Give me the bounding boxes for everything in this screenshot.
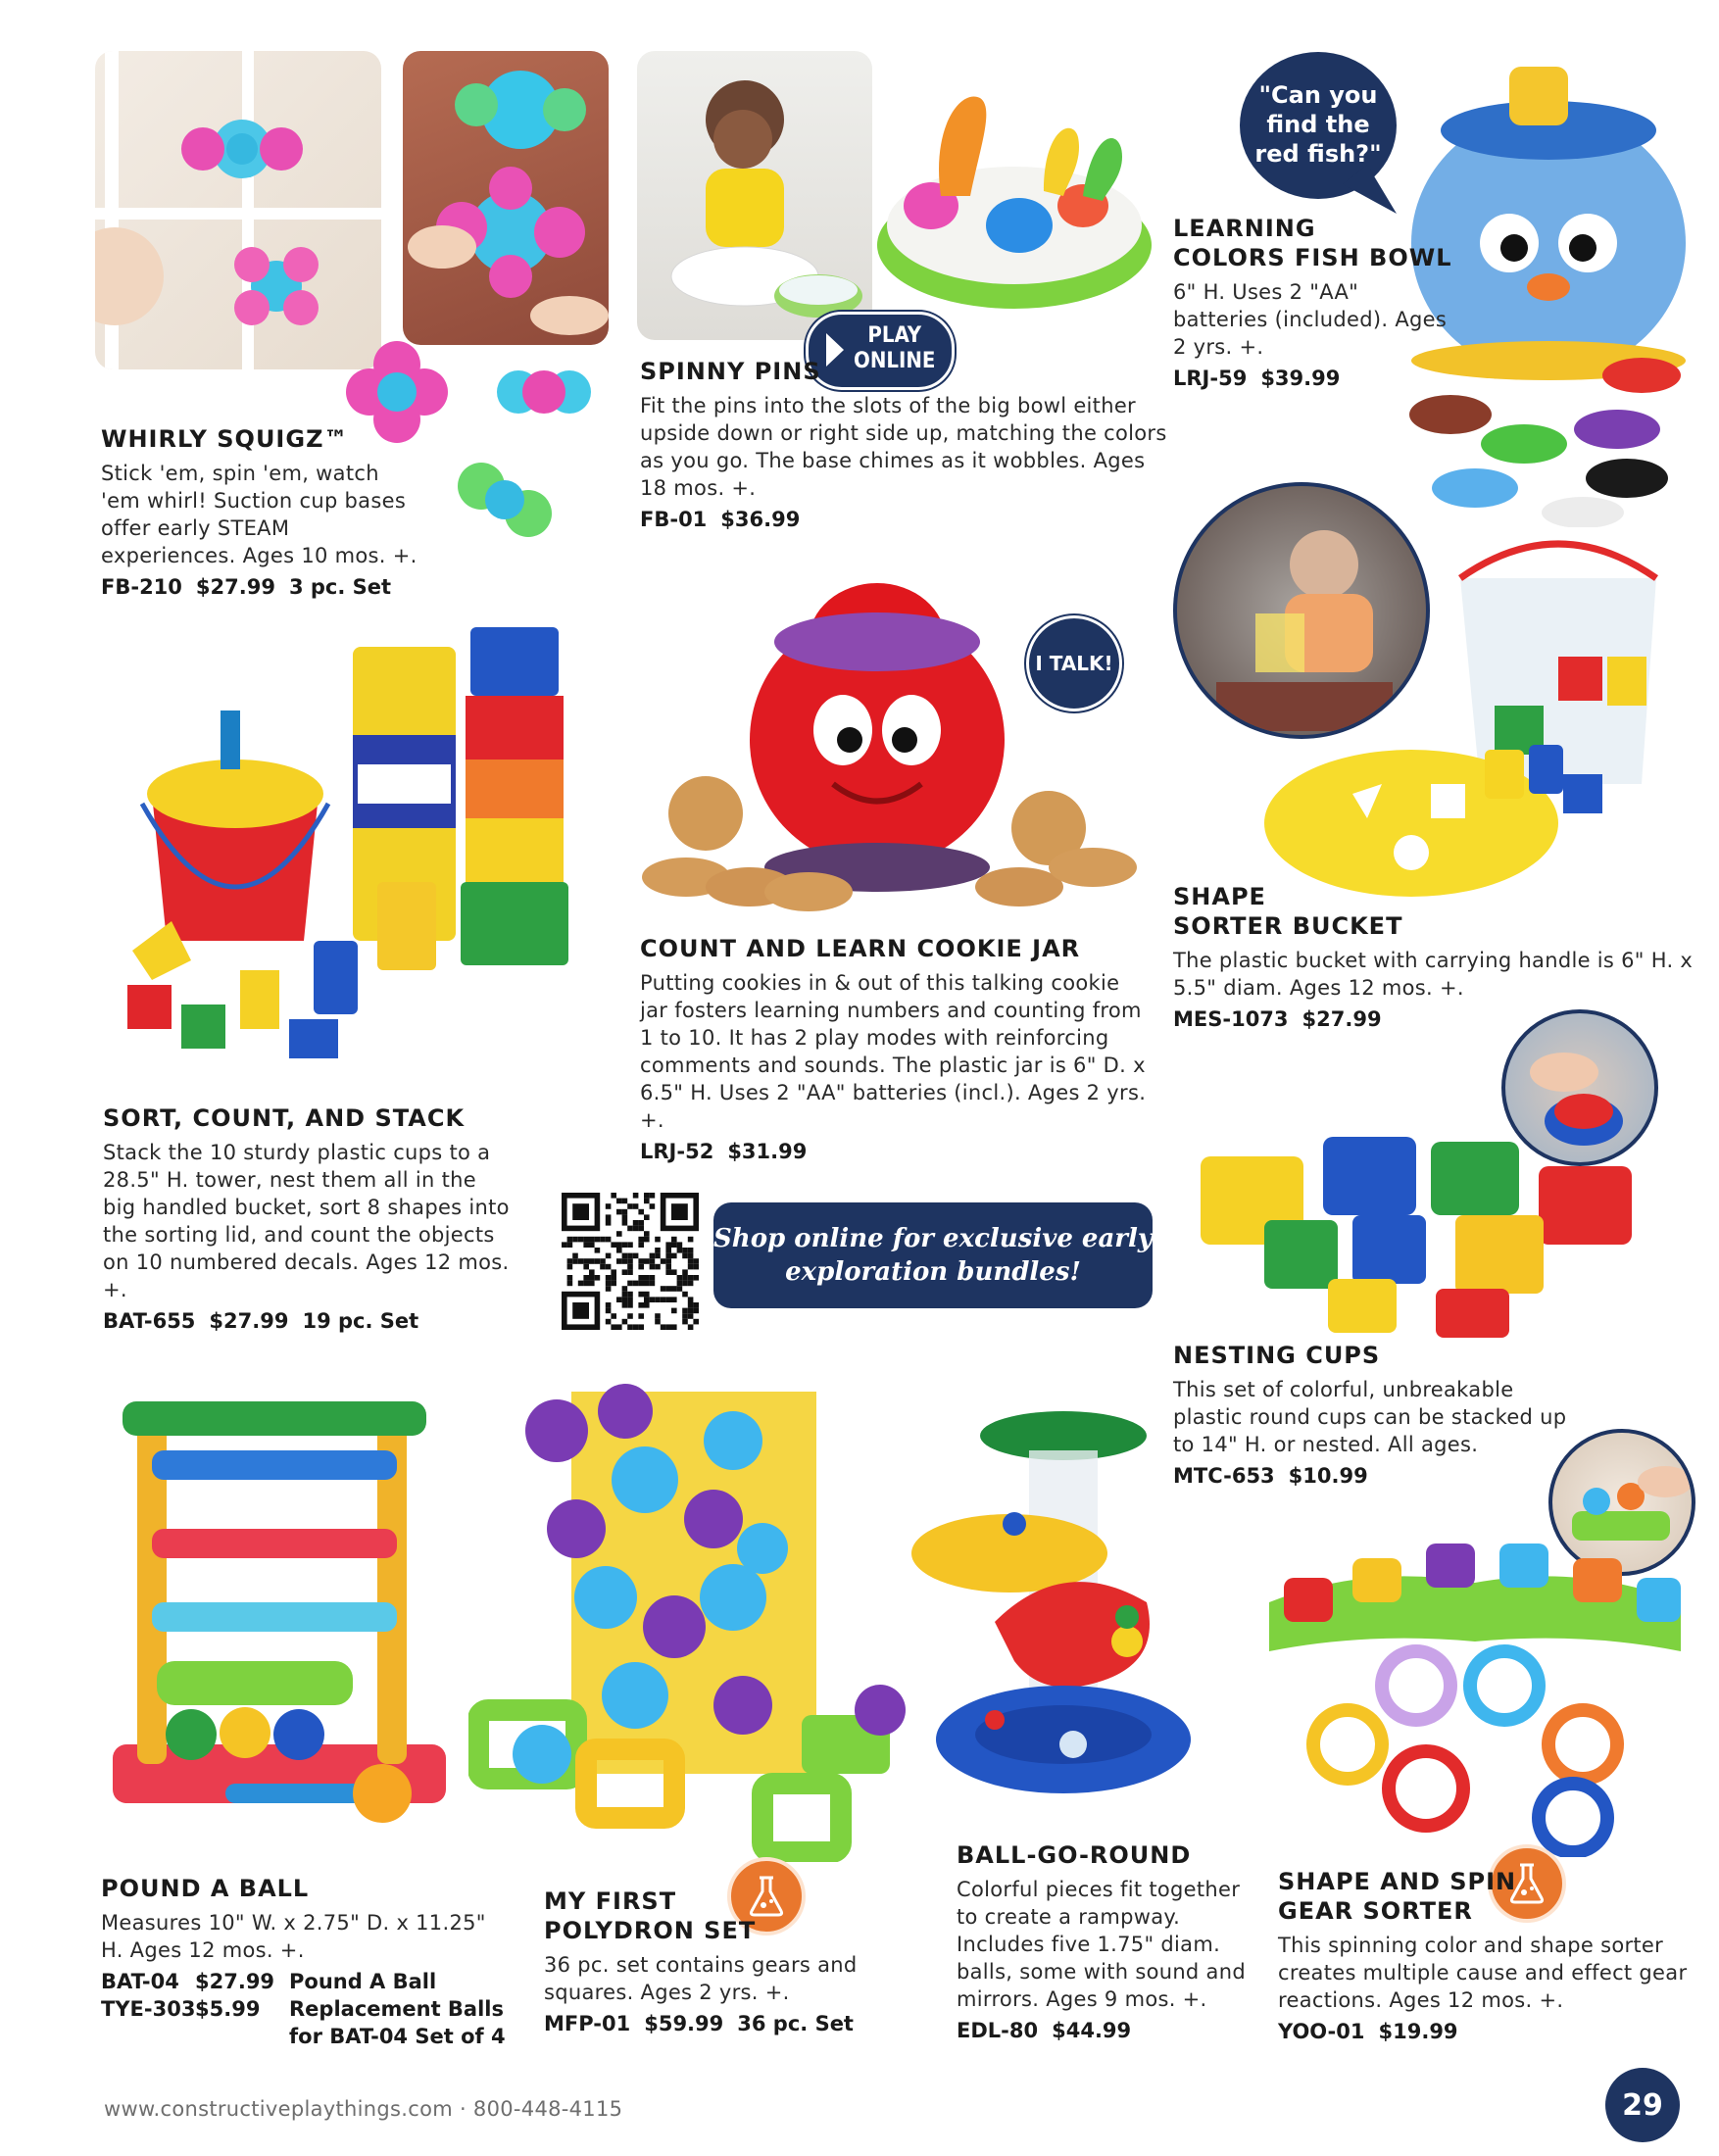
item-name: Pound A Ball: [289, 1970, 437, 1993]
sku-code: MTC-653: [1173, 1464, 1275, 1488]
product-pound-a-ball: [101, 1874, 513, 2050]
product-title-line2: POLYDRON SET: [544, 1917, 757, 1944]
product-title: BALL-GO-ROUND: [957, 1841, 1192, 1869]
product-shape-sorter-bucket: [1173, 882, 1702, 1033]
gear-sorter-image: [1259, 1524, 1691, 1857]
price: $10.99: [1288, 1464, 1368, 1488]
product-description: 36 pc. set contains gears and squares. Ages 2 yrs. +.: [544, 1953, 858, 2004]
product-title: COUNT AND LEARN COOKIE JAR: [640, 935, 1081, 962]
price: $39.99: [1260, 367, 1341, 390]
footer-website[interactable]: www.constructiveplaythings.com · 800-448-4115: [104, 2097, 623, 2121]
product-title-line2: COLORS FISH BOWL: [1173, 244, 1452, 271]
product-title: POUND A BALL: [101, 1875, 310, 1902]
price: $44.99: [1052, 2019, 1132, 2042]
product-description: Stack the 10 sturdy plastic cups to a 28.5" H. tower, nest them all in the big handled bucket, sort 8 shapes into the sorting lid, and count the objects on 10 numbered decals. Ages 12 mos. +.: [103, 1141, 510, 1301]
set-size: 19 pc. Set: [302, 1309, 419, 1333]
price: $27.99: [1302, 1007, 1382, 1031]
qr-code[interactable]: [562, 1193, 699, 1330]
talk-badge: [1026, 615, 1122, 711]
spinny-child-illustration: [637, 51, 872, 340]
promo-banner[interactable]: [713, 1202, 1153, 1308]
price: $27.99: [209, 1309, 289, 1333]
whirly-hands-illustration: [403, 51, 609, 345]
price: $31.99: [727, 1140, 808, 1163]
speech-bubble-text: "Can you find the red fish?": [1254, 81, 1382, 168]
product-title-line2: SORTER BUCKET: [1173, 912, 1403, 940]
sku-code: TYE-303: [101, 1997, 196, 2021]
product-sku-line: [103, 1307, 515, 1335]
product-title-line1: SHAPE AND SPIN: [1278, 1868, 1517, 1895]
spinny-pins-bowl: [872, 69, 1156, 323]
page-number: [1605, 2068, 1680, 2142]
whirly-photo-window: [95, 51, 381, 369]
sort-count-stack-image: [113, 617, 583, 1088]
product-cookie-jar: [640, 934, 1150, 1165]
play-online-line2: ONLINE: [854, 349, 936, 373]
product-title-line1: MY FIRST: [544, 1887, 677, 1915]
product-fish-bowl: [1173, 214, 1452, 392]
product-title: SPINNY PINS: [640, 358, 821, 385]
product-description: This spinning color and shape sorter creates multiple cause and effect gear reactions. Ages 12 mos. +.: [1278, 1934, 1688, 2012]
product-description: Fit the pins into the slots of the big bowl either upside down or right side up, matching the colors as you go. The base chimes as it wobbles. Ages 18 mos. +.: [640, 394, 1167, 500]
pound-a-ball-image: [98, 1392, 461, 1852]
cookie-jar-image: [632, 534, 1152, 926]
product-sku-line: [1278, 2018, 1709, 2045]
sku-code: FB-01: [640, 508, 708, 531]
product-title-line2: GEAR SORTER: [1278, 1897, 1473, 1925]
price: $27.99: [195, 1970, 275, 1993]
set-size: 36 pc. Set: [737, 2012, 854, 2035]
sku-code: BAT-04: [101, 1970, 179, 1993]
item-name-continued: for BAT-04 Set of 4: [289, 2025, 506, 2048]
product-description: Putting cookies in & out of this talking cookie jar fosters learning numbers and counting from 1 to 10. It has 2 play modes with reinforcing comments and sounds. The plastic jar is 6" D. x 6.5" H. Uses 2 "AA" batteries (incl.). Ages 2 yrs. +.: [640, 971, 1147, 1132]
whirly-window-illustration: [95, 51, 381, 369]
spinny-photo-child: [637, 51, 872, 340]
sku-code: FB-210: [101, 575, 182, 599]
product-title: WHIRLY SQUIGZ™: [101, 425, 349, 453]
price: $59.99: [644, 2012, 724, 2035]
nesting-cups-image: [1191, 1127, 1700, 1343]
product-polydron: [544, 1886, 877, 2037]
sku-code: MFP-01: [544, 2012, 631, 2035]
product-sort-count-stack: [103, 1103, 515, 1335]
sku-code: LRJ-59: [1173, 367, 1248, 390]
promo-line1: Shop online for exclusive early: [713, 1224, 1153, 1253]
product-title: SORT, COUNT, AND STACK: [103, 1104, 466, 1132]
product-title-line1: SHAPE: [1173, 883, 1266, 910]
talk-badge-text: I TALK!: [1035, 652, 1113, 675]
price: $36.99: [720, 508, 801, 531]
product-description: Measures 10" W. x 2.75" D. x 11.25" H. Ages 12 mos. +.: [101, 1911, 486, 1962]
product-sku-line: [1173, 365, 1448, 392]
shape-sorter-bucket-image: [1264, 539, 1695, 902]
product-description: 6" H. Uses 2 "AA" batteries (included). Ages 2 yrs. +.: [1173, 280, 1448, 359]
product-description: Stick 'em, spin 'em, watch 'em whirl! Suction cup bases offer early STEAM experiences. Ages 10 mos. +.: [101, 462, 417, 567]
product-sku-line: [1173, 1462, 1585, 1490]
product-description: Colorful pieces fit together to create a rampway. Includes five 1.75" diam. balls, some with sound and mirrors. Ages 9 mos. +.: [957, 1878, 1246, 2011]
product-title-line1: LEARNING: [1173, 215, 1316, 242]
polydron-image: [468, 1372, 919, 1862]
product-description: The plastic bucket with carrying handle is 6" H. x 5.5" diam. Ages 12 mos. +.: [1173, 949, 1694, 1000]
product-spinny-pins: [640, 357, 1169, 533]
product-ball-go-round: [957, 1840, 1260, 2044]
price: $19.99: [1378, 2020, 1458, 2043]
sku-code: MES-1073: [1173, 1007, 1289, 1031]
page-number-text: 29: [1622, 2087, 1663, 2123]
product-sku-line: [640, 506, 1169, 533]
whirly-photo-hands: [403, 51, 609, 345]
promo-line2: exploration bundles!: [785, 1257, 1081, 1287]
product-description: This set of colorful, unbreakable plastic round cups can be stacked up to 14" H. or nested. All ages.: [1173, 1378, 1567, 1456]
product-sku-table: [101, 1968, 513, 2050]
ball-go-round-image: [907, 1406, 1225, 1818]
play-online-line1: PLAY: [867, 323, 922, 348]
product-sku-line: [544, 2010, 877, 2037]
item-name: Replacement Balls: [289, 1997, 505, 2021]
sku-code: BAT-655: [103, 1309, 196, 1333]
product-whirly-squigz: [101, 424, 424, 601]
product-sku-line: [101, 573, 424, 601]
sku-code: EDL-80: [957, 2019, 1039, 2042]
product-sku-line: [957, 2017, 1260, 2044]
set-size: 3 pc. Set: [288, 575, 392, 599]
product-nesting-cups: [1173, 1341, 1585, 1490]
sku-code: YOO-01: [1278, 2020, 1365, 2043]
product-gear-sorter: [1278, 1867, 1709, 2045]
sku-code: LRJ-52: [640, 1140, 714, 1163]
price: $5.99: [195, 1997, 261, 2021]
price: $27.99: [195, 575, 275, 599]
product-sku-line: [640, 1138, 1150, 1165]
product-title: NESTING CUPS: [1173, 1342, 1381, 1369]
